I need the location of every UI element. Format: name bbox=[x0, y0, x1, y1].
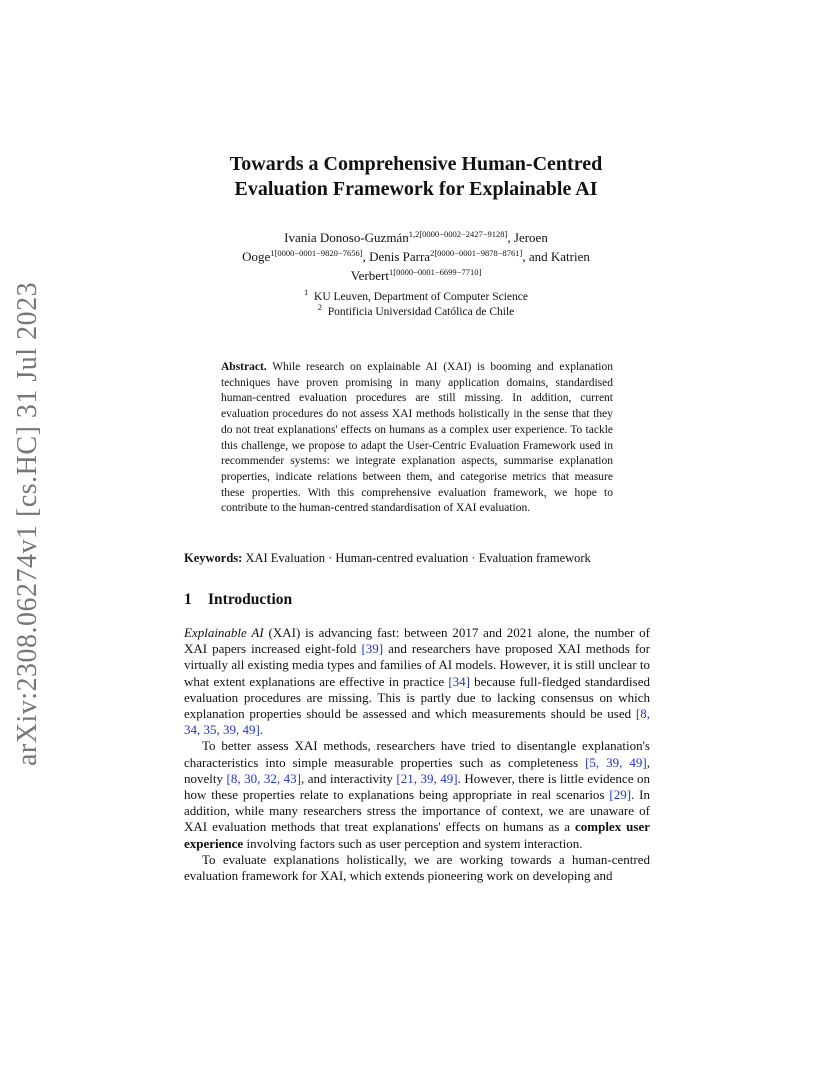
text-run: To evaluate explanations holistically, we are working towards a human-centred evaluation framework for XAI, which extends pioneering work on developing and bbox=[184, 851, 650, 884]
author-orcid: 2[0000−0001−9878−8761] bbox=[430, 248, 523, 258]
bold-text: complex user experience bbox=[184, 819, 650, 851]
section-body bbox=[184, 625, 650, 884]
text-run: , and interactivity bbox=[300, 770, 397, 786]
keywords-text: XAI Evaluation · Human-centred evaluation · Evaluation framework bbox=[245, 551, 591, 565]
paragraph-3 bbox=[184, 852, 650, 884]
affiliations bbox=[184, 287, 648, 320]
emphasis-text: Explainable AI bbox=[184, 625, 264, 640]
citation-link[interactable]: [8, 30, 32, 43] bbox=[226, 770, 301, 786]
author-name: Ivania Donoso-Guzmán bbox=[284, 230, 409, 245]
keywords-label: Keywords: bbox=[184, 551, 243, 565]
citation-link[interactable]: [21, 39, 49] bbox=[396, 770, 458, 786]
paragraph-2 bbox=[184, 738, 650, 851]
author-list: Ivania Donoso-Guzmán$^{1,2[0000-0002-2427-9128]}$, Jeroen Ooge$^{1[0000-0001-9820-7656]}$, Denis Parra$^{2[0000-0001-9878-8761]}$, and Katrien Verbert$^{1[0000-0001-6699-7710]}$ bbox=[242, 229, 590, 283]
author-name: Jeroen bbox=[513, 230, 548, 245]
citation-link[interactable]: [39] bbox=[361, 641, 384, 657]
title-line-2: Evaluation Framework for Explainable AI bbox=[234, 178, 598, 200]
section-title: Introduction bbox=[208, 591, 293, 608]
affiliation-1 bbox=[184, 287, 648, 305]
paragraph-1 bbox=[184, 625, 650, 738]
text-run: because full-fledged standardised evaluation procedures are missing. This is partly due to lacking consensus on which explanation properties should be assessed and which measurements should be used bbox=[184, 673, 650, 722]
author-name: Verbert bbox=[350, 268, 389, 283]
author-orcid: 1,2[0000−0002−2427−9128] bbox=[408, 229, 508, 239]
text-run: . However, there is little evidence on how these properties relate to explanations being appropriate in real scenarios bbox=[184, 770, 650, 803]
text-run: . In addition, while many researchers stress the importance of context, we are unaware of XAI evaluation methods that treat explanations' effects on humans as a bbox=[184, 787, 650, 835]
text-run: , novelty bbox=[184, 754, 650, 786]
text-run: and researchers have proposed XAI methods for virtually all existing media types and families of AI models. However, it is still unclear to what extent explanations are effective in practice bbox=[184, 641, 650, 689]
author-name: Ooge bbox=[242, 249, 271, 264]
paper-title bbox=[184, 152, 648, 202]
citation-link[interactable]: [8, 34, 35, 39, 49] bbox=[184, 706, 650, 738]
affiliation-text: KU Leuven, Department of Computer Science bbox=[314, 291, 528, 303]
affiliation-text: Pontificia Universidad Católica de Chile bbox=[327, 306, 515, 318]
keywords bbox=[184, 550, 654, 566]
author-orcid: 1[0000−0001−9820−7656] bbox=[270, 248, 363, 258]
affiliation-2 bbox=[184, 302, 648, 320]
section-heading bbox=[184, 591, 292, 609]
affiliation-mark: 2 bbox=[317, 302, 322, 312]
citation-link[interactable]: [34] bbox=[448, 673, 470, 689]
text-run: (XAI) is advancing fast: between 2017 and 2021 alone, the number of XAI papers increased eight-fold bbox=[184, 625, 650, 657]
text-run: involving factors such as user perception and system interaction. bbox=[243, 835, 583, 851]
text-run: . bbox=[259, 722, 264, 738]
citation-link[interactable]: [5, 39, 49] bbox=[585, 754, 647, 770]
abstract-label: Abstract. bbox=[221, 361, 267, 373]
abstract-text: While research on explainable AI (XAI) is booming and explanation techniques have proven promising in many application domains, standardised human-centred evaluation procedures are still missing. In addition, current evaluation procedures do not assess XAI methods holistically in the sense that they do not treat explanations' effects on humans as a complex user experience. To tackle this challenge, we propose to adapt the User-Centric Evaluation Framework used in recommender systems: we integrate explanation aspects, summarise explanation properties, indicate relations between them, and categorise metrics that measure these properties. With this comprehensive evaluation framework, we hope to contribute to the human-centred standardisation of XAI evaluation. bbox=[221, 361, 613, 515]
author-connector: , and Katrien bbox=[522, 249, 590, 264]
author-orcid: 1[0000−0001−6699−7710] bbox=[388, 267, 482, 277]
text-run: To better assess XAI methods, researchers have tried to disentangle explanation's characteristics into simple measurable properties such as completeness bbox=[184, 738, 650, 770]
abstract bbox=[221, 360, 613, 517]
citation-link[interactable]: [29] bbox=[609, 787, 632, 803]
section-number: 1 bbox=[184, 591, 192, 608]
affiliation-mark: 1 bbox=[304, 287, 309, 297]
arxiv-identifier: arXiv:2308.06274v1 [cs.HC] 31 Jul 2023 bbox=[12, 281, 43, 766]
author-name: Denis Parra bbox=[369, 249, 431, 264]
title-line-1: Towards a Comprehensive Human-Centred bbox=[229, 153, 603, 175]
